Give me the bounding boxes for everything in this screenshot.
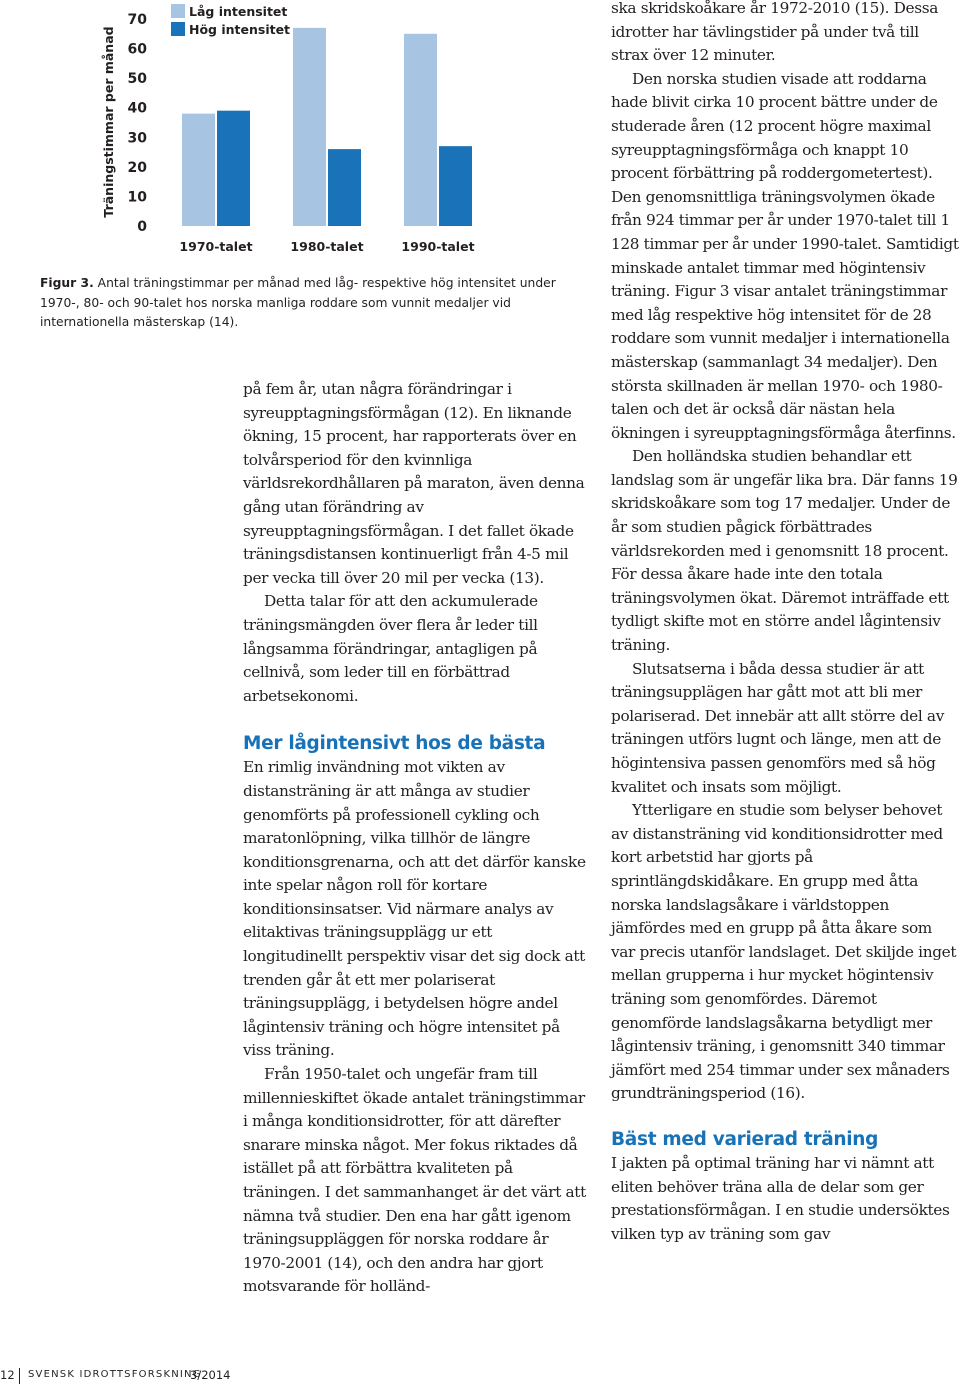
legend bbox=[171, 4, 290, 37]
bar-high-intensity-1970-talet bbox=[217, 111, 250, 226]
page-footer bbox=[0, 1368, 300, 1385]
issue-number: 3/2014 bbox=[190, 1368, 231, 1382]
section-heading: Bäst med varierad träning bbox=[611, 1128, 879, 1150]
y-tick-label: 0 bbox=[137, 219, 147, 235]
paragraph: ska skridskoåkare år 1972-2010 (15). Dessa idrotter har tävlingstider på under två till strax över 12 minuter. bbox=[611, 0, 939, 65]
bars bbox=[182, 28, 472, 226]
paragraph: på fem år, utan några förändringar i syreupptagningsförmågan (12). En liknande ökning, 15 procent, har rapporterats över en tolvårsperiod för den kvinnliga världsrekordhållaren på maraton, även denna gång utan förändring av syreupptagningsförmågan. I det fallet ökade träningsdistansen kontinuerligt från 4-5 mil per vecka till över 20 mil per vecka (13). bbox=[243, 380, 585, 587]
x-axis-categories bbox=[179, 239, 474, 254]
y-tick-label: 30 bbox=[127, 130, 147, 147]
paragraph: Ytterligare en studie som belyser behovet av distansträning vid konditionsidrotter med kort arbetstid har gjorts på sprintlängdskidåkare. En grupp med åtta norska landslagsåkare i världstoppen jämfördes med en grupp på åtta åkare som var precis utanför landslaget. Det skiljde inget mellan grupperna i hur mycket högintensiv träning som genomfördes. Däremot genomförde landslagsåkarna betydligt mer lågintensiv träning, i genomsnitt 340 timmar jämfört med 254 timmar under sex månaders grundträningsperiod (16). bbox=[611, 801, 957, 1103]
x-category-label: 1990-talet bbox=[401, 239, 475, 254]
bar-high-intensity-1980-talet bbox=[328, 149, 361, 226]
legend-swatch bbox=[171, 22, 185, 36]
caption-text: Antal träningstimmar per månad med låg- respektive hög intensitet under 1970-, 80- och 90-talet hos norska manliga roddare som vunnit medaljer vid internationella mästerskap (14). bbox=[40, 276, 556, 329]
y-tick-label: 50 bbox=[127, 71, 147, 88]
figure-caption bbox=[40, 274, 585, 333]
right-column bbox=[611, 0, 960, 1246]
paragraph: Detta talar för att den ackumulerade träningsmängden över flera år leder till långsamma förändringar, antagligen på cellnivå, som leder till en förbättrad arbetsekonomi. bbox=[243, 592, 538, 705]
bar-high-intensity-1990-talet bbox=[439, 146, 472, 226]
page-number: 12 bbox=[0, 1368, 15, 1382]
journal-name: SVENSK IDROTTSFORSKNING bbox=[28, 1369, 202, 1380]
paragraph: Den norska studien visade att roddarna hade blivit cirka 10 procent bättre under de studerade åren (12 procent högre maximal syreupptagningsförmåga och knappt 10 procent förbättring på roddergometertest). Den genomsnittliga träningsvolymen ökade från 924 timmar per år under 1970-talet till 1 128 timmar per år under 1990-talet. Samtidigt minskade antalet timmar med högintensiv träning. Figur 3 visar antalet träningstimmar med låg respektive hög intensitet för de 28 roddare som vunnit medaljer i internationella mästerskap (sammanlagt 34 medaljer). Den största skillnaden är mellan 1970- och 1980-talen och det är också där nästan hela ökningen i syreupptagningsförmåga återfinns. bbox=[611, 69, 959, 442]
section-heading: Mer lågintensivt hos de bästa bbox=[243, 733, 546, 755]
y-tick-label: 70 bbox=[127, 12, 147, 28]
legend-label: Hög intensitet bbox=[189, 22, 291, 37]
y-tick-label: 20 bbox=[127, 159, 147, 176]
caption-label: Figur 3. bbox=[40, 276, 94, 290]
paragraph: Slutsatserna i båda dessa studier är att träningsupplägen har gått mot att bli mer polariserad. Det innebär att allt större del av träningen utförs lugnt och länge, men att de högintensiva passen genomförs med så hög kvalitet och insats som möjligt. bbox=[611, 659, 944, 796]
bar-low-intensity-1990-talet bbox=[404, 34, 437, 226]
y-axis-ticks bbox=[128, 12, 148, 235]
x-category-label: 1980-talet bbox=[290, 239, 364, 254]
legend-swatch bbox=[171, 4, 185, 18]
paragraph: I jakten på optimal träning har vi nämnt att eliten behöver träna alla de delar som ger prestationsförmågan. I en studie undersöktes vilken typ av träning som gav bbox=[611, 1153, 950, 1243]
x-category-label: 1970-talet bbox=[179, 239, 253, 254]
y-tick-label: 10 bbox=[127, 189, 147, 206]
middle-column bbox=[243, 378, 588, 1299]
y-tick-label: 40 bbox=[127, 100, 147, 117]
bar-low-intensity-1970-talet bbox=[182, 114, 215, 226]
legend-label: Låg intensitet bbox=[189, 4, 288, 19]
y-axis-label: Träningstimmar per månad bbox=[101, 26, 116, 218]
paragraph: Från 1950-talet och ungefär fram till millennieskiftet ökade antalet träningstimmar i många konditionsidrotter, för att därefter snarare minska något. Mer fokus riktades då istället på att förbättra kvaliteten på träningen. I det sammanhanget är det värt att nämna två studier. Den ena har gått igenom träningsuppläggen för norska roddare år 1970-2001 (14), och den andra har gjort motsvarande för holländ- bbox=[243, 1065, 586, 1296]
bar-low-intensity-1980-talet bbox=[293, 28, 326, 226]
paragraph: En rimlig invändning mot vikten av distansträning är att många av studier genomförts på professionell cykling och maratonlöpning, vilka tillhör de längre konditionsgrenarna, och att det därför kanske inte spelar någon roll för kortare konditionsinsatser. Vid närmare analys av elitaktivas träningsupplägg ur ett longitudinellt perspektiv visar det sig dock att trenden går åt ett mer polariserat träningsupplägg, i betydelsen högre andel lågintensiv träning och högre intensitet på viss träning. bbox=[243, 758, 586, 1060]
paragraph: Den holländska studien behandlar ett landslag som är ungefär lika bra. Där fanns 19 skridskoåkare som tog 17 medaljer. Under de år som studien pågick förbättrades världsrekorden med i genomsnitt 18 procent. För dessa åkare hade inte den totala träningsvolymen ökat. Däremot inträffade ett tydligt skifte mot en större andel lågintensiv träning. bbox=[611, 447, 958, 655]
footer-divider bbox=[19, 1368, 20, 1384]
bar-chart bbox=[0, 0, 600, 262]
y-tick-label: 60 bbox=[127, 41, 147, 58]
